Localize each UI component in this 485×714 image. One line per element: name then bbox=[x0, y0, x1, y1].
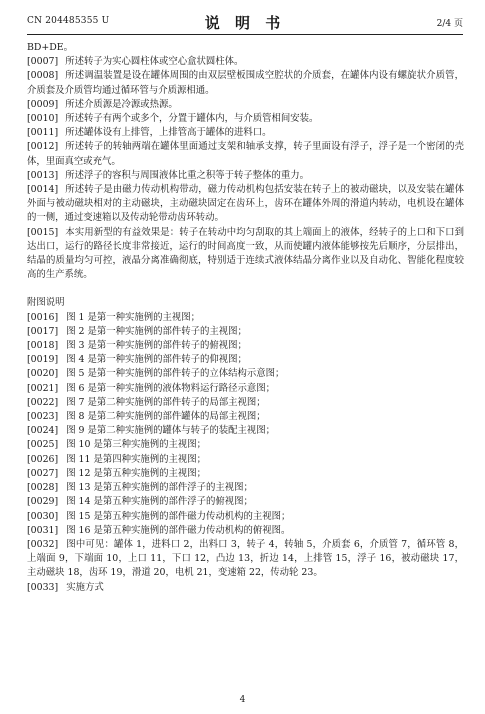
paragraph-text: 图中可见：罐体 1，进料口 2，出料口 3，转子 4，转轴 5，介质套 6，介质管 7，循环管 8，上端面 9，下端面 10，上口 11，下口 12，凸边 13，折边 14，上排管 15，浮子 16，被动磁块 17，主动磁块 18，齿环 19，滑道 20，电机 21，变速箱 22，传动轮 23。 bbox=[27, 538, 464, 579]
paragraph-number: [0033] bbox=[27, 581, 59, 593]
page-header bbox=[27, 8, 463, 35]
paragraph-number: [0031] bbox=[27, 524, 59, 536]
paragraph bbox=[27, 510, 464, 524]
paragraph-number: [0015] bbox=[27, 226, 59, 238]
paragraph bbox=[27, 367, 464, 381]
paragraph bbox=[27, 581, 464, 595]
document-title: 说 明 书 bbox=[204, 14, 286, 32]
paragraph-number: [0016] bbox=[27, 311, 59, 323]
paragraph bbox=[27, 325, 464, 339]
paragraph-number: [0019] bbox=[27, 354, 59, 366]
paragraph-text: 图 14 是第五种实施例的部件浮子的俯视图； bbox=[66, 496, 253, 508]
paragraph-number: [0021] bbox=[27, 382, 59, 394]
paragraph-text: 所述转子是由磁力传动机构带动，磁力传动机构包括安装在转子上的被动磁块，以及安装在罐体外面与被动磁块相对的主动磁块，主动磁块固定在齿环上，齿环在罐体外周的滑道内转动，电机设在罐体的一侧，通过变速箱以及传动轮带动齿环转动。 bbox=[27, 184, 464, 224]
paragraph-text: 所述调温装置是设在罐体周围的由双层壁板围成空腔状的介质套，在罐体内设有螺旋状介质管，介质套及介质管均通过循环管与介质源相通。 bbox=[27, 70, 464, 96]
paragraph-number: [0020] bbox=[27, 368, 59, 380]
figure-list bbox=[27, 311, 464, 595]
paragraph-text: 图 9 是第二种实施例的罐体与转子的装配主视图； bbox=[66, 425, 275, 437]
paragraph-number: [0008] bbox=[27, 70, 59, 82]
paragraph-number: [0010] bbox=[27, 113, 59, 125]
paragraph-number: [0023] bbox=[27, 411, 59, 423]
paragraph-text: 图 5 是第一种实施例的部件转子的立体结构示意图； bbox=[66, 368, 285, 380]
paragraph-text: 图 8 是第二种实施例的部件罐体的局部主视图； bbox=[66, 411, 266, 423]
paragraph bbox=[27, 311, 464, 325]
paragraph bbox=[27, 424, 464, 438]
paragraph-text: 图 2 是第一种实施例的部件转子的主视图； bbox=[66, 325, 247, 337]
paragraph bbox=[27, 481, 464, 495]
paragraph-list bbox=[27, 55, 464, 282]
paragraph-text: 图 16 是第五种实施例的部件磁力传动机构的俯视图。 bbox=[66, 524, 291, 536]
figures-section-title: 附图说明 bbox=[27, 297, 65, 309]
paragraph-number: [0026] bbox=[27, 453, 59, 465]
paragraph-text: 图 3 是第一种实施例的部件转子的俯视图； bbox=[66, 340, 247, 352]
paragraph-text: 实施方式 bbox=[66, 581, 104, 593]
paragraph-number: [0032] bbox=[27, 538, 59, 550]
paragraph bbox=[27, 538, 464, 581]
paragraph bbox=[27, 524, 464, 538]
paragraph-number: [0009] bbox=[27, 98, 59, 110]
paragraph-number: [0007] bbox=[27, 56, 59, 68]
paragraph bbox=[27, 169, 464, 183]
paragraph bbox=[27, 382, 464, 396]
page-indicator: 2/4 页 bbox=[436, 19, 463, 29]
paragraph bbox=[27, 183, 464, 226]
paragraph-number: [0022] bbox=[27, 396, 59, 408]
paragraph-number: [0017] bbox=[27, 325, 59, 337]
paragraph bbox=[27, 140, 464, 168]
paragraph-text: 图 10 是第三种实施例的主视图； bbox=[66, 439, 206, 451]
paragraph-text: 图 11 是第四种实施例的主视图； bbox=[66, 453, 206, 465]
section-gap bbox=[27, 282, 464, 296]
paragraph-text: 图 12 是第五种实施例的主视图； bbox=[66, 467, 206, 479]
paragraph-number: [0018] bbox=[27, 340, 59, 352]
paragraph bbox=[27, 98, 464, 112]
paragraph bbox=[27, 55, 464, 69]
continuation-text: BD+DE。 bbox=[27, 42, 73, 53]
paragraph bbox=[27, 438, 464, 452]
paragraph bbox=[27, 112, 464, 126]
paragraph-text: 图 1 是第一种实施例的主视图； bbox=[66, 311, 200, 323]
paragraph bbox=[27, 467, 464, 481]
paragraph-text: 图 4 是第一种实施例的部件转子的仰视图； bbox=[66, 354, 247, 366]
patent-number: CN 204485355 U bbox=[27, 16, 110, 26]
paragraph-text: 所述浮子的容积与周围液体比重之积等于转子整体的重力。 bbox=[65, 169, 309, 181]
paragraph bbox=[27, 353, 464, 367]
paragraph-text: 图 6 是第一种实施例的液体物料运行路径示意图； bbox=[66, 382, 275, 394]
page-number: 4 bbox=[239, 695, 246, 705]
paragraph bbox=[27, 69, 464, 97]
paragraph bbox=[27, 339, 464, 353]
paragraph bbox=[27, 226, 464, 283]
paragraph-number: [0014] bbox=[27, 184, 59, 196]
paragraph bbox=[27, 396, 464, 410]
document-body bbox=[27, 41, 464, 595]
paragraph-number: [0012] bbox=[27, 141, 59, 153]
paragraph bbox=[27, 126, 464, 140]
paragraph bbox=[27, 495, 464, 509]
paragraph-text: 所述罐体设有上排管，上排管高于罐体的进料口。 bbox=[65, 127, 272, 139]
paragraph-text: 所述转子有两个或多个，分置于罐体内，与介质管相间安装。 bbox=[65, 113, 319, 125]
paragraph-number: [0013] bbox=[27, 169, 59, 181]
paragraph bbox=[27, 453, 464, 467]
paragraph-text: 所述介质源是冷源或热源。 bbox=[65, 98, 178, 110]
paragraph-number: [0024] bbox=[27, 425, 59, 437]
paragraph-text: 图 7 是第二种实施例的部件转子的局部主视图； bbox=[66, 396, 266, 408]
paragraph-number: [0025] bbox=[27, 439, 59, 451]
paragraph-number: [0030] bbox=[27, 510, 59, 522]
paragraph-number: [0011] bbox=[27, 127, 59, 139]
paragraph-text: 所述转子为实心圆柱体或空心盒状圆柱体。 bbox=[65, 56, 244, 68]
paragraph-text: 图 13 是第五种实施例的部件浮子的主视图； bbox=[66, 482, 253, 494]
paragraph-text: 图 15 是第五种实施例的部件磁力传动机构的主视图； bbox=[66, 510, 291, 522]
paragraph-number: [0027] bbox=[27, 467, 59, 479]
paragraph-number: [0029] bbox=[27, 496, 59, 508]
paragraph-number: [0028] bbox=[27, 482, 59, 494]
paragraph bbox=[27, 410, 464, 424]
paragraph-text: 本实用新型的有益效果是：转子在转动中均匀刮取的其上端面上的液体，经转子的上口和下口到达出口，运行的路径长度非常接近，运行的时间高度一致，从而使罐内液体能够按先后顺序，分层排出，结晶的质量均匀可控，液晶分离准确彻底，特别适于连续式液体结晶分离作业以及自动化、智能化程度较高的生产系统。 bbox=[27, 226, 464, 281]
paragraph-text: 所述转子的转轴两端在罐体里面通过支架和轴承支撑，转子里面设有浮子，浮子是一个密闭的壳体，里面真空或充气。 bbox=[27, 141, 464, 167]
